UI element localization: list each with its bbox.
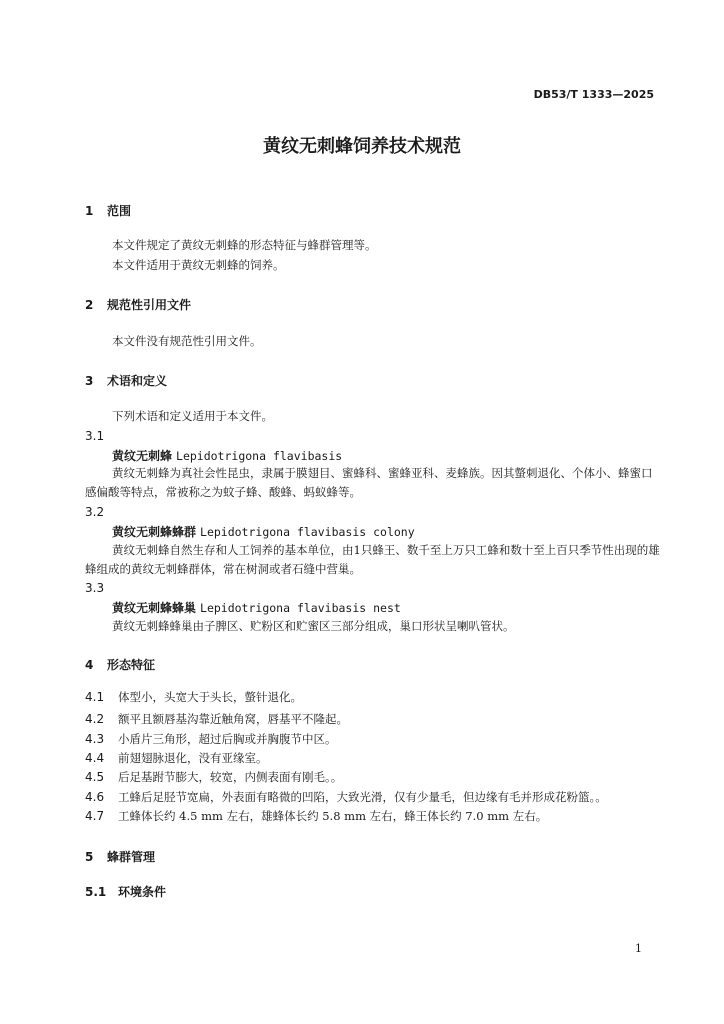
list-item [85, 689, 685, 705]
list-item [85, 731, 685, 747]
item-number: 4.6 [85, 790, 105, 804]
paragraph: 本文件适用于黄纹无刺蜂的饲养。 [112, 258, 285, 272]
term-heading [112, 523, 415, 540]
section-title: 蜂群管理 [107, 850, 156, 864]
section-1-heading [85, 202, 131, 219]
item-text: 后足基跗节膨大，较宽，内侧表面有刚毛。。 [118, 770, 343, 784]
list-item [85, 769, 685, 785]
term-heading [112, 599, 401, 616]
item-number: 4.3 [85, 732, 105, 746]
item-text: 前翅翅脉退化，没有亚缘室。 [118, 751, 268, 765]
term-name-cn: 黄纹无刺蜂蜂群 [112, 525, 197, 539]
term-name-cn: 黄纹无刺蜂 [112, 449, 173, 463]
section-number: 4 [85, 658, 94, 672]
section-number: 2 [85, 298, 94, 312]
page-number: 1 [635, 942, 642, 955]
subsection-number: 5.1 [85, 885, 107, 899]
list-item [85, 711, 685, 727]
section-2-heading [85, 296, 191, 313]
term-definition: 黄纹无刺蜂自然生存和人工饲养的基本单位，由1只蜂王、数千至上万只工蜂和数十至上百只季节性出现的雄蜂组成的黄纹无刺蜂群体，常在树洞或者石缝中营巢。 [85, 543, 660, 576]
paragraph: 本文件规定了黄纹无刺蜂的形态特征与蜂群管理等。 [112, 238, 377, 252]
document-title: 黄纹无刺蜂饲养技术规范 [263, 136, 461, 157]
term-name-cn: 黄纹无刺蜂蜂巢 [112, 601, 197, 615]
item-text: 小盾片三角形，超过后胸或并胸腹节中区。 [118, 732, 337, 746]
section-number: 3 [85, 374, 94, 388]
section-5-heading [85, 848, 155, 865]
item-number: 4.7 [85, 809, 105, 823]
term-number: 3.1 [85, 429, 105, 443]
section-3-heading [85, 372, 167, 389]
item-number: 4.1 [85, 690, 105, 704]
item-text: 额平且额唇基沟靠近触角窝，唇基平不隆起。 [118, 712, 348, 726]
item-text: 工蜂体长约 4.5 mm 左右，雄蜂体长约 5.8 mm 左右，蜂王体长约 7.0 mm 左右。 [118, 809, 548, 823]
term-name-en: Lepidotrigona flavibasis [176, 449, 343, 463]
item-text: 体型小，头宽大于头长，螫针退化。 [118, 690, 302, 704]
section-number: 1 [85, 204, 94, 218]
section-title: 范围 [107, 204, 132, 218]
term-name-en: Lepidotrigona flavibasis colony [200, 525, 415, 539]
subsection-title: 环境条件 [118, 885, 167, 899]
term-heading [112, 447, 342, 464]
item-text: 工蜂后足胫节宽扁，外表面有略微的凹陷，大致光滑，仅有少量毛，但边缘有毛并形成花粉篮。。 [118, 790, 607, 804]
term-number: 3.3 [85, 581, 105, 595]
paragraph: 下列术语和定义适用于本文件。 [112, 409, 273, 423]
term-definition: 黄纹无刺蜂蜂巢由子脾区、贮粉区和贮蜜区三部分组成，巢口形状呈喇叭管状。 [112, 619, 515, 633]
item-number: 4.4 [85, 751, 105, 765]
section-4-heading [85, 656, 155, 673]
section-number: 5 [85, 850, 94, 864]
item-number: 4.5 [85, 770, 105, 784]
subsection-5-1-heading [85, 883, 166, 900]
item-number: 4.2 [85, 712, 105, 726]
term-name-en: Lepidotrigona flavibasis nest [200, 601, 401, 615]
paragraph: 本文件没有规范性引用文件。 [112, 334, 262, 348]
list-item [85, 789, 685, 805]
section-title: 规范性引用文件 [107, 298, 192, 312]
section-title: 术语和定义 [107, 374, 168, 388]
term-number: 3.2 [85, 505, 105, 519]
list-item [85, 808, 685, 824]
section-title: 形态特征 [107, 658, 156, 672]
standard-number: DB53/T 1333—2025 [533, 88, 654, 101]
term-definition: 黄纹无刺蜂为真社会性昆虫，隶属于膜翅目、蜜蜂科、蜜蜂亚科、麦蜂族。因其螫刺退化、个体小、蜂蜜口感偏酸等特点，常被称之为蚊子蜂、酸蜂、蚂蚁蜂等。 [85, 466, 653, 499]
list-item [85, 750, 685, 766]
